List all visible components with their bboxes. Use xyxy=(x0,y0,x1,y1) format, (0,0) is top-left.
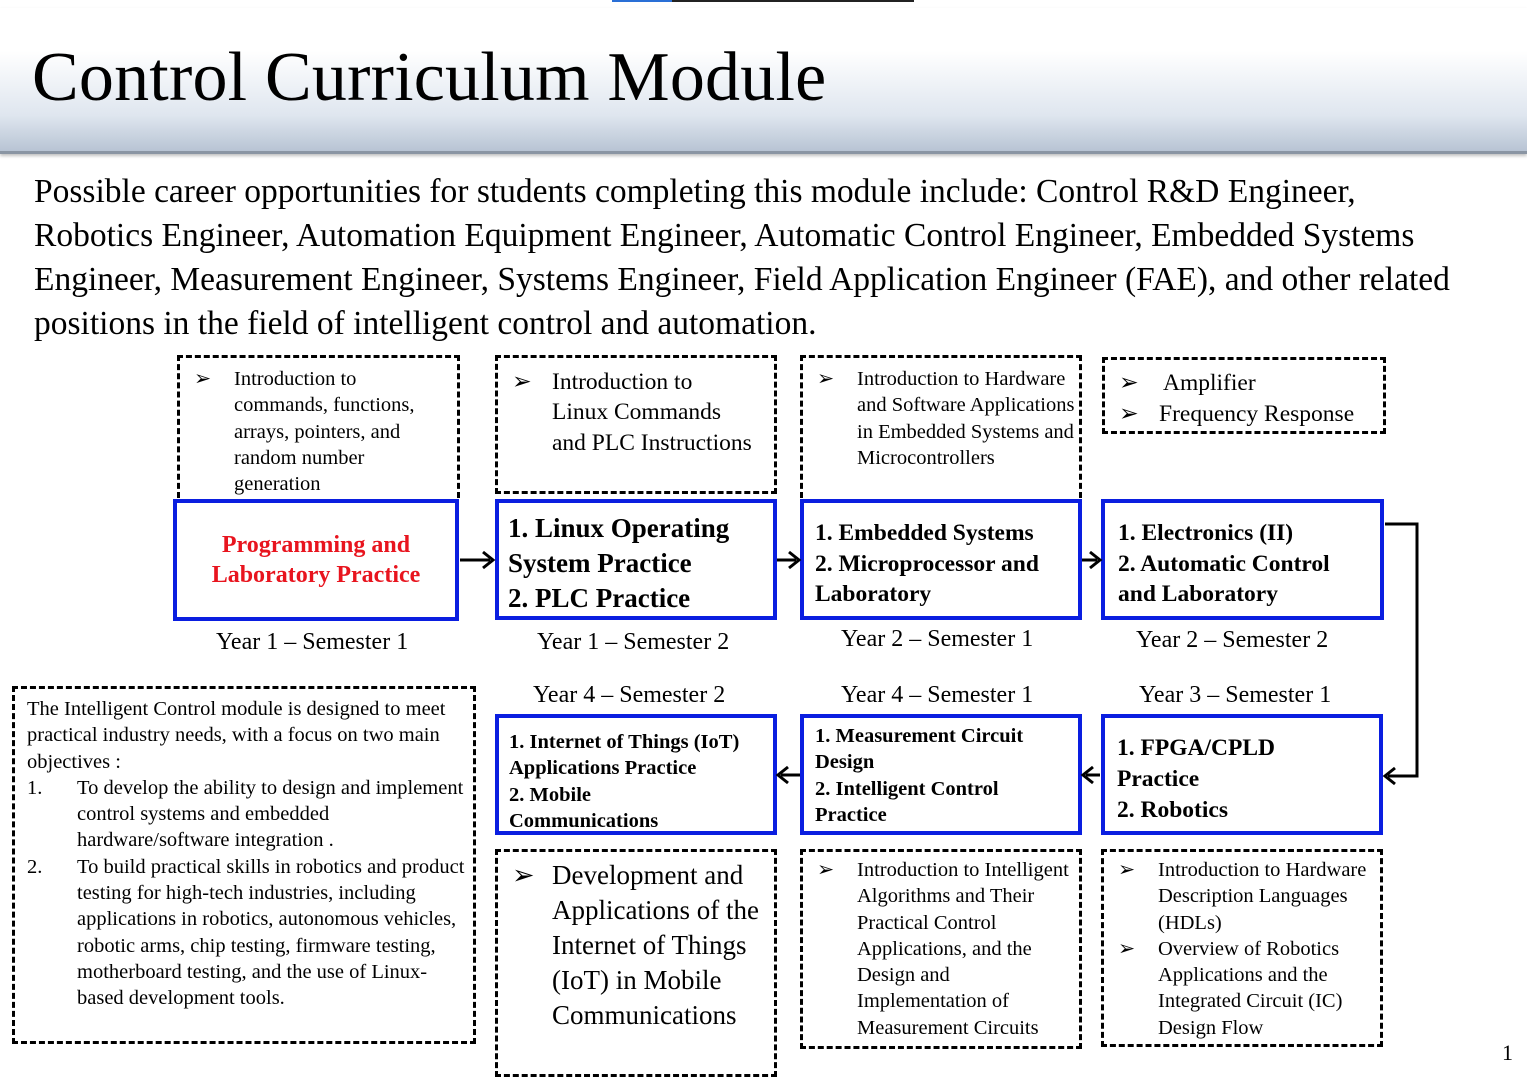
objective-number: 2. xyxy=(27,855,43,878)
page-number: 1 xyxy=(1502,1040,1513,1065)
course-line: 2. Intelligent Control xyxy=(815,777,999,800)
course-line: Communications xyxy=(509,809,659,832)
objective-text: To build practical skills in robotics and product testing for high-tech industries, including applications in robotics, autonomous vehicles, robotic arms, chip testing, firmware testing, motherboard testing, and the use of Linux-based development tools. xyxy=(77,855,465,1010)
course-box-y2s2 xyxy=(1101,499,1384,620)
course-box-y2s1 xyxy=(800,499,1082,620)
course-line: Design xyxy=(815,751,875,774)
course-box-y1s1 xyxy=(173,499,459,621)
note-text: Introduction to Intelligent Algorithms and Their Practical Control Applications, and the Design and Implementation of Measurement Circuits xyxy=(857,859,1069,1039)
year-label-y2s1: Year 2 – Semester 1 xyxy=(841,626,1034,652)
course-line: 1. Measurement Circuit xyxy=(815,725,1024,747)
objective-item xyxy=(27,775,467,854)
objectives-intro: The Intelligent Control module is designed to meet practical industry needs, with a focus on two main objectives : xyxy=(27,698,446,773)
arrow-head-icon xyxy=(789,552,799,568)
note-item xyxy=(1119,368,1379,399)
course-line: 1. Embedded Systems xyxy=(815,520,1034,546)
bullet-arrow-icon: ➢ xyxy=(1119,370,1139,396)
note-box-y1s2 xyxy=(495,355,777,494)
note-box-y2s2 xyxy=(1102,357,1386,434)
course-title xyxy=(509,729,739,834)
note-text: Introduction to commands, functions, arrays, pointers, and random number generation xyxy=(234,368,415,496)
course-line: Practice xyxy=(815,803,887,826)
course-box-y4s2 xyxy=(495,714,777,835)
bullet-arrow-icon: ➢ xyxy=(1118,859,1136,881)
note-item xyxy=(817,857,1077,1041)
note-text: Development and Applications of the Internet of Things (IoT) in Mobile Communications xyxy=(552,860,759,1030)
course-title xyxy=(508,511,729,616)
year-label-y1s1: Year 1 – Semester 1 xyxy=(216,629,409,655)
arrow-head-icon xyxy=(1385,768,1395,784)
course-box-y3s1 xyxy=(1101,714,1383,835)
course-box-y4s1 xyxy=(800,714,1082,835)
bullet-arrow-icon: ➢ xyxy=(512,369,532,395)
bullet-arrow-icon: ➢ xyxy=(512,860,535,890)
course-title xyxy=(212,530,421,590)
course-line: 1. Electronics (II) xyxy=(1118,520,1294,546)
course-title xyxy=(1118,518,1330,610)
bullet-arrow-icon: ➢ xyxy=(1118,937,1136,960)
note-box-y2s1 xyxy=(800,355,1082,498)
year-label-y2s2: Year 2 – Semester 2 xyxy=(1136,627,1329,653)
course-line: 1. Linux Operating xyxy=(508,513,730,543)
course-title xyxy=(815,723,1023,828)
bullet-arrow-icon: ➢ xyxy=(817,859,835,881)
course-line: Practice xyxy=(1117,766,1200,792)
year-label-y3s1: Year 3 – Semester 1 xyxy=(1139,682,1332,708)
arrow-y2s2-to-y3s1 xyxy=(1385,524,1417,776)
note-item xyxy=(1119,399,1379,430)
course-line: System Practice xyxy=(508,548,692,578)
page-title: Control Curriculum Module xyxy=(32,39,827,116)
course-line: 2. Robotics xyxy=(1117,797,1228,823)
note-text: Frequency Response xyxy=(1159,400,1355,427)
note-text: Introduction to Hardware and Software Applications in Embedded Systems and Microcontrollers xyxy=(857,368,1075,469)
note-item xyxy=(512,367,752,458)
arrow-head-icon xyxy=(1090,552,1100,568)
note-item xyxy=(1118,857,1378,936)
note-text: Introduction to Linux Commands and PLC Instructions xyxy=(552,369,752,456)
objective-item xyxy=(27,854,467,1012)
arrow-head-icon xyxy=(1083,767,1093,783)
course-box-y1s2 xyxy=(495,499,777,620)
course-line: and Laboratory xyxy=(1118,581,1278,607)
objectives-content xyxy=(27,696,467,1012)
course-line: Laboratory Practice xyxy=(211,562,421,588)
note-text: Amplifier xyxy=(1163,370,1256,396)
course-line: 2. Automatic Control xyxy=(1118,550,1330,577)
top-decor-line xyxy=(612,0,914,2)
top-decor-accent xyxy=(612,0,672,2)
note-item xyxy=(512,858,772,1033)
note-item xyxy=(817,366,1077,471)
note-box-y4s2 xyxy=(495,849,777,1077)
career-intro-text: Possible career opportunities for students completing this module include: Control R&D Engineer, Robotics Engineer, Automation Equipment Engineer, Automatic Control Engineer, Embedded Systems Engineer, Measurement Engineer, Systems Engineer, Field Application Engineer (FAE), and other related positions in the field of intelligent control and automation. xyxy=(34,173,1450,342)
course-line: 2. Microprocessor and xyxy=(815,550,1039,577)
bullet-arrow-icon: ➢ xyxy=(817,368,835,390)
note-text: Overview of Robotics Applications and the Integrated Circuit (IC) Design Flow xyxy=(1158,937,1343,1039)
course-line: 2. Mobile xyxy=(509,783,591,806)
course-title xyxy=(1117,733,1275,826)
arrow-head-icon xyxy=(778,767,788,783)
course-line: Laboratory xyxy=(815,581,932,607)
note-item xyxy=(1118,936,1378,1041)
arrow-head-icon xyxy=(483,552,493,568)
course-line: 1. Internet of Things (IoT) xyxy=(509,731,740,753)
note-item xyxy=(194,366,444,497)
objectives-box xyxy=(12,686,476,1044)
year-label-y1s2: Year 1 – Semester 2 xyxy=(537,629,730,655)
course-line: Programming and xyxy=(221,532,411,558)
objective-text: To develop the ability to design and implement control systems and embedded hardware/software integration . xyxy=(77,776,464,852)
course-line: 2. PLC Practice xyxy=(508,583,691,613)
objective-number: 1. xyxy=(27,776,43,799)
year-label-y4s1: Year 4 – Semester 1 xyxy=(841,682,1034,708)
note-text: Introduction to Hardware Description Languages (HDLs) xyxy=(1158,859,1367,934)
bullet-arrow-icon: ➢ xyxy=(194,368,212,390)
bullet-arrow-icon: ➢ xyxy=(1119,400,1139,427)
year-label-y4s2: Year 4 – Semester 2 xyxy=(533,682,726,708)
course-title xyxy=(815,518,1039,610)
course-line: 1. FPGA/CPLD xyxy=(1117,735,1275,761)
note-box-y4s1 xyxy=(800,849,1082,1049)
note-box-y3s1 xyxy=(1101,849,1383,1047)
note-box-y1s1 xyxy=(177,355,460,498)
course-line: Applications Practice xyxy=(509,757,697,780)
